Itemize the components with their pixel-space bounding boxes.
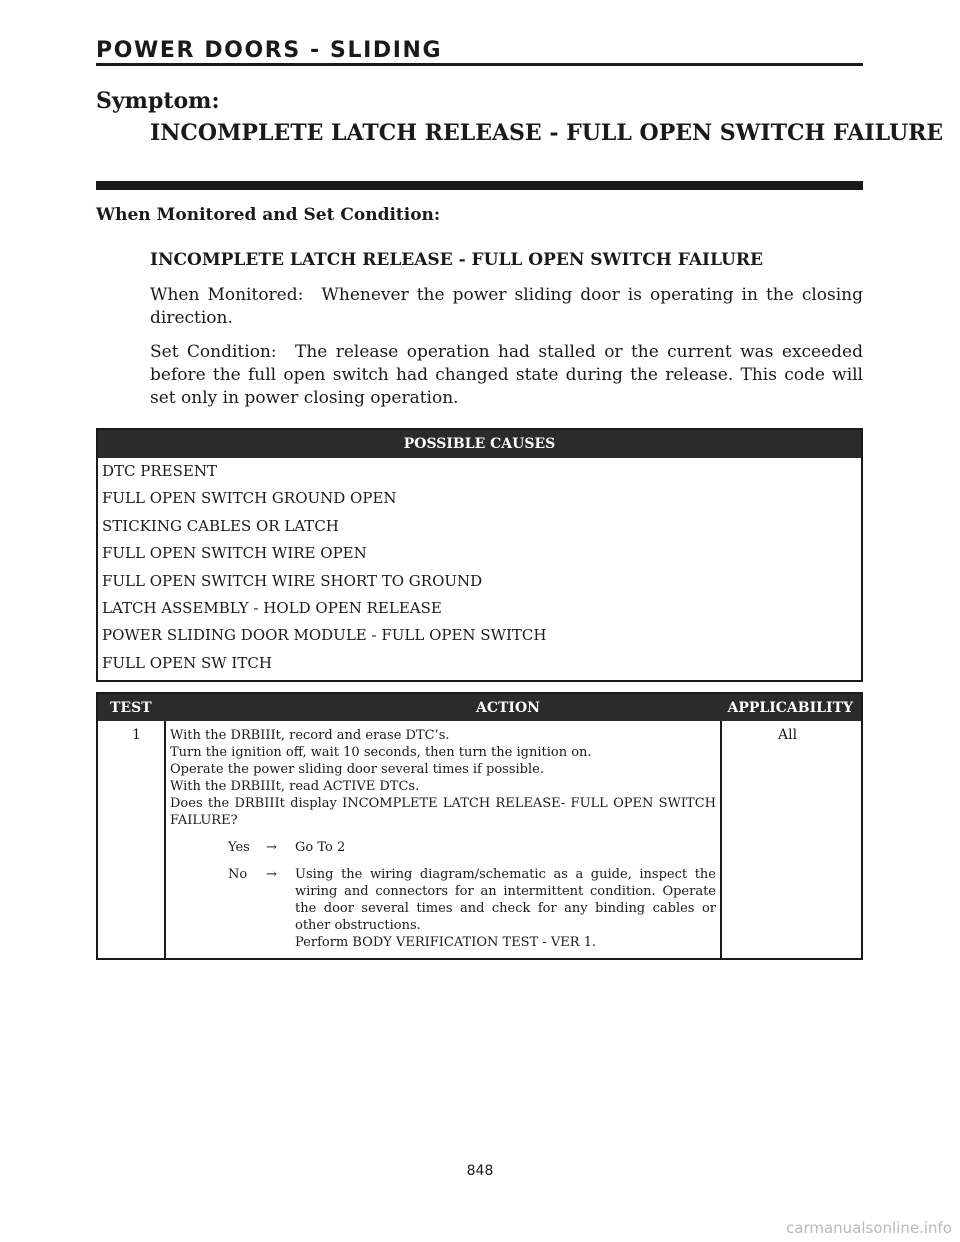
column-divider <box>164 721 166 958</box>
result-no-verification: Perform BODY VERIFICATION TEST - VER 1. <box>295 935 597 950</box>
symptom-title: INCOMPLETE LATCH RELEASE - FULL OPEN SWITCH FAILURE <box>150 120 944 146</box>
column-divider <box>720 721 722 958</box>
answer-no: No <box>228 867 248 882</box>
action-step: Does the DRBIIIt display INCOMPLETE LATCH RELEASE- FULL OPEN SWITCH FAILURE? <box>170 796 716 828</box>
cause-item: STICKING CABLES OR LATCH <box>102 516 339 535</box>
cause-item: LATCH ASSEMBLY - HOLD OPEN RELEASE <box>102 598 442 617</box>
test-number: 1 <box>132 727 141 743</box>
test-action <box>170 727 716 951</box>
result-no <box>295 866 716 951</box>
monitor-heading: When Monitored and Set Condition: <box>96 205 441 225</box>
header-test: TEST <box>110 700 152 716</box>
cause-item: FULL OPEN SWITCH WIRE SHORT TO GROUND <box>102 571 483 590</box>
header-action: ACTION <box>476 700 540 716</box>
set-condition-label: Set Condition: <box>150 342 277 362</box>
cause-item: POWER SLIDING DOOR MODULE - FULL OPEN SWITCH <box>102 626 547 645</box>
possible-causes-list <box>98 458 861 680</box>
when-monitored <box>150 284 863 330</box>
when-monitored-label: When Monitored: <box>150 285 304 305</box>
page-number: 848 <box>466 1163 494 1179</box>
outcome-yes <box>170 839 716 856</box>
action-step: Turn the ignition off, wait 10 seconds, then turn the ignition on. <box>170 745 592 760</box>
section-header: POWER DOORS - SLIDING <box>96 38 443 63</box>
symptom-label: Symptom: <box>96 88 220 114</box>
answer-yes: Yes <box>228 840 250 855</box>
set-condition-text: The release operation had stalled or the current was exceeded before the full open switch had changed state during the release. This code will set only in power closing operation. <box>150 342 864 408</box>
arrow-icon: → <box>266 867 277 882</box>
action-step: With the DRBIIIt, read ACTIVE DTCs. <box>170 779 420 794</box>
arrow-icon: → <box>266 840 277 855</box>
monitor-block <box>150 249 863 421</box>
action-step: With the DRBIIIt, record and erase DTC’s. <box>170 728 450 743</box>
action-step: Operate the power sliding door several times if possible. <box>170 762 544 777</box>
section-rule <box>96 63 863 66</box>
divider-bar <box>96 181 863 190</box>
watermark: carmanualsonline.info <box>786 1219 952 1237</box>
outcome-no <box>170 866 716 951</box>
header-applicability: APPLICABILITY <box>727 700 853 716</box>
test-applicability: All <box>778 727 798 743</box>
set-condition <box>150 341 863 410</box>
when-monitored-text: Whenever the power sliding door is operating in the closing direction. <box>150 285 864 328</box>
dtc-title: INCOMPLETE LATCH RELEASE - FULL OPEN SWITCH FAILURE <box>150 250 763 270</box>
possible-causes-box <box>96 428 863 682</box>
possible-causes-heading: POSSIBLE CAUSES <box>98 430 861 458</box>
cause-item: FULL OPEN SWITCH GROUND OPEN <box>102 489 397 508</box>
cause-item: DTC PRESENT <box>102 462 217 480</box>
cause-item: FULL OPEN SWITCH WIRE OPEN <box>102 544 367 563</box>
cause-item: FULL OPEN SW ITCH <box>102 653 272 672</box>
result-no-text: Using the wiring diagram/schematic as a guide, inspect the wiring and connectors for an intermittent condition. Operate the door several times and check for any binding cables or other obstructions. <box>295 867 716 933</box>
result-yes: Go To 2 <box>295 840 346 855</box>
test-table <box>96 692 863 960</box>
test-table-header <box>98 694 861 721</box>
